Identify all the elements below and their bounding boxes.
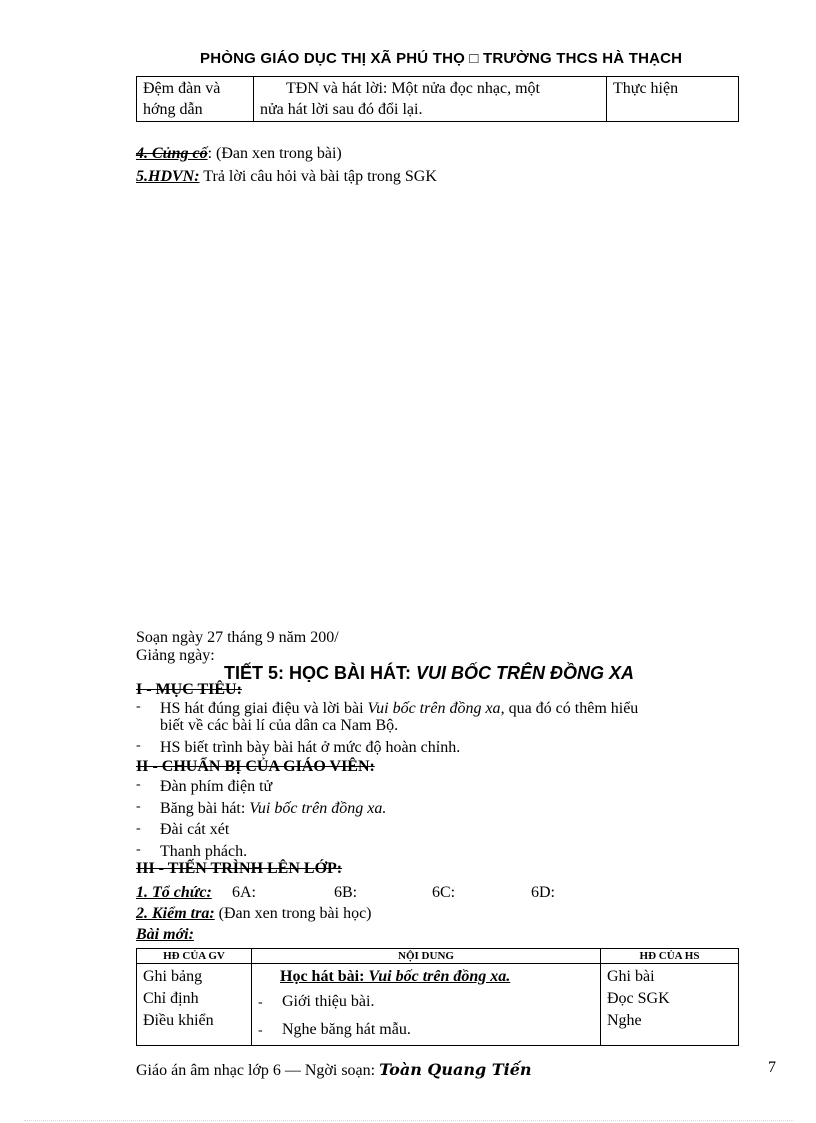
muctieu-item-1-cont: biết về các bài lí của dân ca Nam Bộ. [160,717,399,734]
content-title-text: Học hát bài: [280,968,369,985]
item-text: , qua đó có thêm hiểu [500,700,639,717]
cell-line: Đệm đàn và [143,80,221,97]
header-gv: HĐ CỦA GV [137,949,252,964]
hs-line: Đọc SGK [607,990,670,1007]
muctieu-item-1 [160,700,638,717]
content-item-text: Giới thiệu bài. [282,993,375,1010]
table-row [137,964,739,1046]
content-song-title: Vui bốc trên đồng xa. [368,968,511,985]
footer-author: Toàn Quang Tiến [379,1060,532,1079]
gv-line: Ghi bảng [143,968,203,985]
kiemtra-text: (Đan xen trong bài học) [214,905,372,922]
lesson-title [224,663,634,684]
hs-line: Nghe [607,1012,642,1029]
chuanbi-item-3: Đài cát xét [160,821,230,838]
song-title: Vui bốc trên đồng xa [367,700,501,717]
bullet-dash: - [136,821,141,836]
hdvn-line [136,168,437,186]
page-footer [136,1060,532,1080]
giang-date: Giảng ngày: [136,647,215,664]
table-row [137,77,739,122]
class-6a: 6A: [232,884,256,901]
cell-line: Thực hiện [613,80,679,97]
footer-text: Giáo án âm nhạc lớp 6 — Ngời soạn: [136,1062,380,1079]
song-title: Vui bốc trên đồng xa. [249,800,387,817]
content-cell [252,964,601,1046]
item-text: HS hát đúng giai điệu và lời bài [160,700,368,717]
content-cell [254,77,607,122]
table-header-row [137,949,739,964]
bottom-divider [24,1120,794,1121]
header-content: NỘI DUNG [252,949,601,964]
hs-cell [601,964,739,1046]
baimoi-label [136,926,194,944]
chuanbi-item-1: Đàn phím điện tử [160,778,273,795]
activity-table-bottom [136,948,739,1046]
bullet-dash: - [136,799,141,814]
muctieu-heading: I - MỤC TIÊU: [136,681,242,698]
cungco-text: : (Đan xen trong bài) [207,145,342,162]
content-title [258,966,594,988]
tochuc-label-text: 1. Tổ chức: [136,884,212,901]
hdvn-label: 5.HDVN: [136,168,200,185]
class-6d: 6D: [531,884,555,901]
hdvn-text: Trả lời câu hỏi và bài tập trong SGK [199,168,437,185]
activity-table-top [136,76,739,122]
page-number: 7 [768,1059,776,1076]
chuanbi-heading: II - CHUẨN BỊ CỦA GIÁO VIÊN: [136,758,375,775]
hs-line: Ghi bài [607,968,655,985]
class-6b: 6B: [334,884,358,901]
bullet-dash: - [136,738,141,753]
content-item [258,1016,594,1044]
gv-cell [137,964,252,1046]
tochuc-label [136,884,212,902]
gv-line: Điều khiển [143,1012,214,1029]
bullet-dash: - [136,699,141,714]
muctieu-item-2: HS biết trình bày bài hát ở mức độ hoàn chỉnh. [160,739,461,756]
page-header: PHÒNG GIÁO DỤC THỊ XÃ PHÚ THỌ □ TRƯỜNG THCS HÀ THẠCH [200,50,683,66]
lesson-title-prefix: TIẾT 5: HỌC BÀI HÁT: [224,663,416,683]
kiemtra-label: 2. Kiểm tra: [136,905,215,922]
content-item-text: Nghe băng hát mẫu. [282,1021,411,1038]
content-item [258,988,594,1016]
bullet-dash: - [136,777,141,792]
student-activity-cell [607,77,739,122]
gv-line: Chỉ định [143,990,199,1007]
cell-line: hớng dẫn [143,101,203,118]
class-6c: 6C: [432,884,456,901]
kiemtra-line [136,905,372,923]
bullet-dash: - [136,842,141,857]
cungco-line [136,145,342,163]
cungco-label: 4. Củng cố [136,145,208,162]
soan-date: Soạn ngày 27 tháng 9 năm 200/ [136,629,339,646]
baimoi-label-text: Bài mới: [136,926,194,943]
cell-line: TĐN và hát lời: Một nửa đọc nhạc, một [286,80,540,97]
tientrinh-heading: III - TIẾN TRÌNH LÊN LỚP: [136,860,343,877]
bullet-dash: - [258,995,263,1010]
chuanbi-item-4: Thanh phách. [160,843,248,860]
cell-line: nửa hát lời sau đó đổi lại. [260,101,423,118]
teacher-activity-cell [137,77,254,122]
item-text: Băng bài hát: [160,800,250,817]
lesson-song-title: VUI BỐC TRÊN ĐỒNG XA [416,663,635,683]
bullet-dash: - [258,1023,263,1038]
header-hs: HĐ CỦA HS [601,949,739,964]
chuanbi-item-2 [160,800,386,817]
